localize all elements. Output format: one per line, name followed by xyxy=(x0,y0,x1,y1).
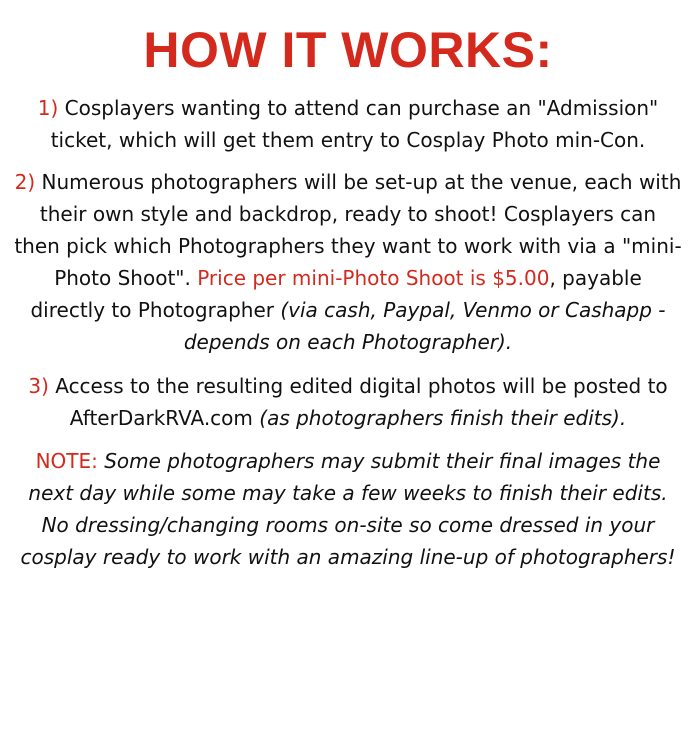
step-2-text: Numerous photographers will be set-up at the venue, each with their own style and backdrop, ready to shoot! Cosplayers can then pick which Photographers they want to work with via a "mini-Photo Shoot". xyxy=(14,170,682,290)
step-3-note: (as photographers finish their edits). xyxy=(259,406,627,430)
step-1-text: Cosplayers wanting to attend can purchase an "Admission" ticket, which will get them entry to Cosplay Photo min-Con. xyxy=(50,96,659,152)
step-3-text: Access to the resulting edited digital photos will be posted to AfterDarkRVA.com xyxy=(55,374,668,430)
note-text: Some photographers may submit their final images the next day while some may take a few weeks to finish their edits. No dressing/changing rooms on-site so come dressed in your cosplay ready to work with an amazing line-up of photographers! xyxy=(20,449,676,569)
note-paragraph xyxy=(14,445,682,573)
step-1-paragraph xyxy=(14,92,682,156)
note-label: NOTE: xyxy=(35,449,98,473)
step-2-paragraph xyxy=(14,166,682,358)
step-2-number: 2) xyxy=(14,170,36,194)
step-3-number: 3) xyxy=(28,374,49,398)
step-2-after-price: , payable directly to Photographer xyxy=(30,266,642,322)
step-2-payment-note: (via cash, Paypal, Venmo or Cashapp - depends on each Photographer). xyxy=(183,298,666,354)
page-title: HOW IT WORKS: xyxy=(143,22,553,78)
step-2-price: Price per mini-Photo Shoot is $5.00 xyxy=(197,266,550,290)
step-3-paragraph xyxy=(14,370,682,434)
step-1-number: 1) xyxy=(37,96,59,120)
